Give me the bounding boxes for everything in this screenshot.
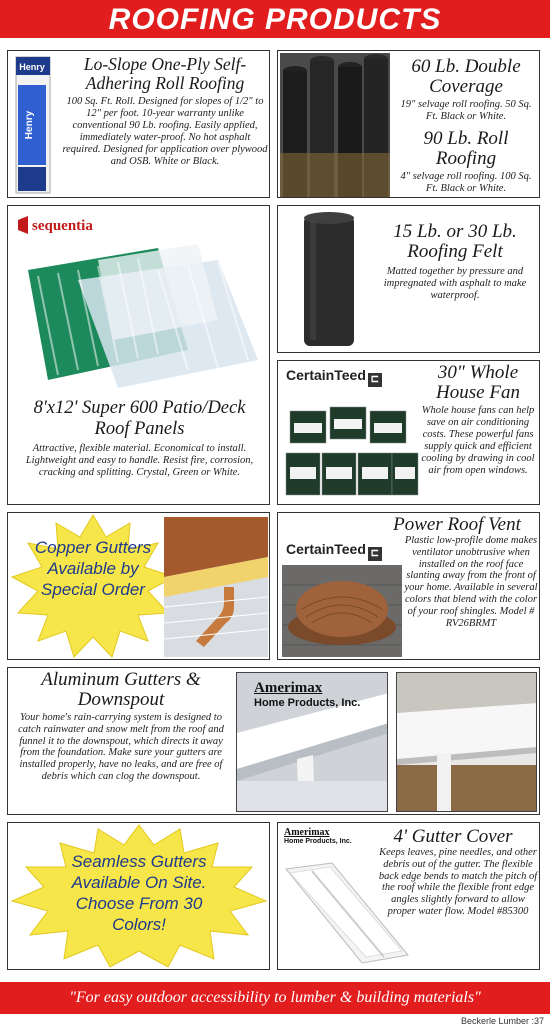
fan-boxes-image (284, 403, 419, 503)
sequentia-title: 8'x12' Super 600 Patio/Deck Roof Panels (33, 398, 246, 439)
footer-banner (0, 982, 550, 1014)
fan-boxes-graphic (284, 403, 419, 503)
henry-box-graphic (12, 55, 58, 195)
henry-description: 100 Sq. Ft. Roll. Designed for slopes of 1/2" to 12" per foot. 10-year warranty unlike conventional 90 Lb. roofing. Easily applied, immediately water-proof. No hot asphalt required. Designed for application over plywood and OSB. White or Black. (62, 96, 268, 167)
copper-panel (7, 512, 270, 660)
aluminum-description: Your home's rain-carrying system is designed to catch rainwater and snow melt from the roof and funnel it to the downspout, which directs it away from the foundation. Make sure your gutters are installed properly, have no leaks, and are free of debris which can clog the downspout. (18, 712, 224, 782)
roll-roofing-title: 90 Lb. Roll Roofing (423, 128, 509, 169)
henry-title: Lo-Slope One-Ply Self-Adhering Roll Roofing (83, 54, 247, 93)
rolls-graphic (280, 53, 390, 197)
sequentia-description: Attractive, flexible material. Economical to install. Lightweight and easy to handle. Resist fire, corrosion, cracking and splitting. Crystal, Green or White. (25, 443, 254, 478)
amerimax-logo-large: Amerimax Home Products, Inc. (254, 680, 361, 709)
page-number: Beckerle Lumber :37 (460, 1016, 544, 1026)
sequentia-mark (14, 212, 124, 238)
vent-certainteed-mark-icon: ⊏ (368, 547, 382, 561)
felt-title: 15 Lb. or 30 Lb. Roofing Felt (393, 221, 517, 262)
felt-panel (277, 205, 540, 353)
aluminum-gutter-image-2 (396, 672, 537, 812)
henry-logo: Henry (18, 59, 46, 75)
page-title: ROOFING PRODUCTS (108, 3, 442, 36)
fan-description: Whole house fans can help save on air conditioning costs. These powerful fans supply quick and efficient cooling by drawing in cool air from open windows. (421, 405, 535, 476)
roll-roofing-image (280, 53, 390, 197)
felt-image (286, 210, 372, 350)
fan-title: 30" Whole House Fan (436, 362, 520, 403)
fan-panel (277, 360, 540, 505)
henry-product-image (12, 55, 58, 195)
footer-slogan: "For easy outdoor accessibility to lumber & building materials" (69, 989, 481, 1006)
amerimax-logo-small: Amerimax Home Products, Inc. (284, 827, 352, 845)
vent-description: Plastic low-profile dome makes ventilator unobtrusive when installed on the roof face slanting away from the front of your home. Available in several colors that blend with the color of your roof shingles. Model # RV26BRMT (404, 535, 538, 629)
certainteed-mark-icon: ⊏ (368, 373, 382, 387)
vent-title: Power Roof Vent (393, 514, 521, 535)
sequentia-panel (7, 205, 270, 505)
double-coverage-description: 19" selvage roll roofing. 50 Sq. Ft. Black or White. (400, 99, 532, 122)
aluminum-gutter-graphic-2 (397, 673, 537, 812)
gutter-cover-panel (277, 822, 540, 970)
gutter-cover-title: 4' Gutter Cover (393, 826, 513, 847)
aluminum-panel (7, 667, 540, 815)
felt-roll-graphic (286, 210, 372, 350)
felt-description: Matted together by pressure and impregnated with asphalt to make waterproof. (383, 266, 527, 301)
roll-roofing-description: 4" selvage roll roofing. 100 Sq. Ft. Black or White. (400, 171, 532, 194)
roll-roofing-panel (277, 50, 540, 198)
sequentia-logo-text: sequentia (32, 218, 93, 234)
gutter-cover-description: Keeps leaves, pine needles, and other debris out of the gutter. The flexible back edge bends to match the pitch of the roof while the flexible front edge angles slightly forward to allow proper water flow. Model #85300 (378, 847, 538, 917)
henry-panel (7, 50, 270, 198)
aluminum-title: Aluminum Gutters & Downspout (41, 669, 201, 710)
sequentia-logo (14, 212, 124, 238)
roof-panels-image (18, 240, 261, 390)
page-header (0, 0, 550, 38)
copper-star-text: Copper Gutters Available by Special Order (34, 538, 152, 599)
corrugated-panels-graphic (18, 240, 261, 390)
roof-vent-image (282, 565, 402, 657)
roof-vent-graphic (282, 565, 402, 657)
seamless-panel (7, 822, 270, 970)
copper-gutter-graphic (164, 517, 268, 657)
vent-panel (277, 512, 540, 660)
vent-certainteed-logo: CertainTeed ⊏ (286, 541, 382, 561)
seamless-star-text: Seamless Gutters Available On Site. Choose From 30 Colors! (71, 852, 207, 934)
svg-text:Henry: Henry (24, 110, 35, 140)
certainteed-logo: CertainTeed ⊏ (286, 367, 382, 387)
double-coverage-title: 60 Lb. Double Coverage (411, 56, 521, 97)
copper-gutter-image (164, 517, 268, 657)
